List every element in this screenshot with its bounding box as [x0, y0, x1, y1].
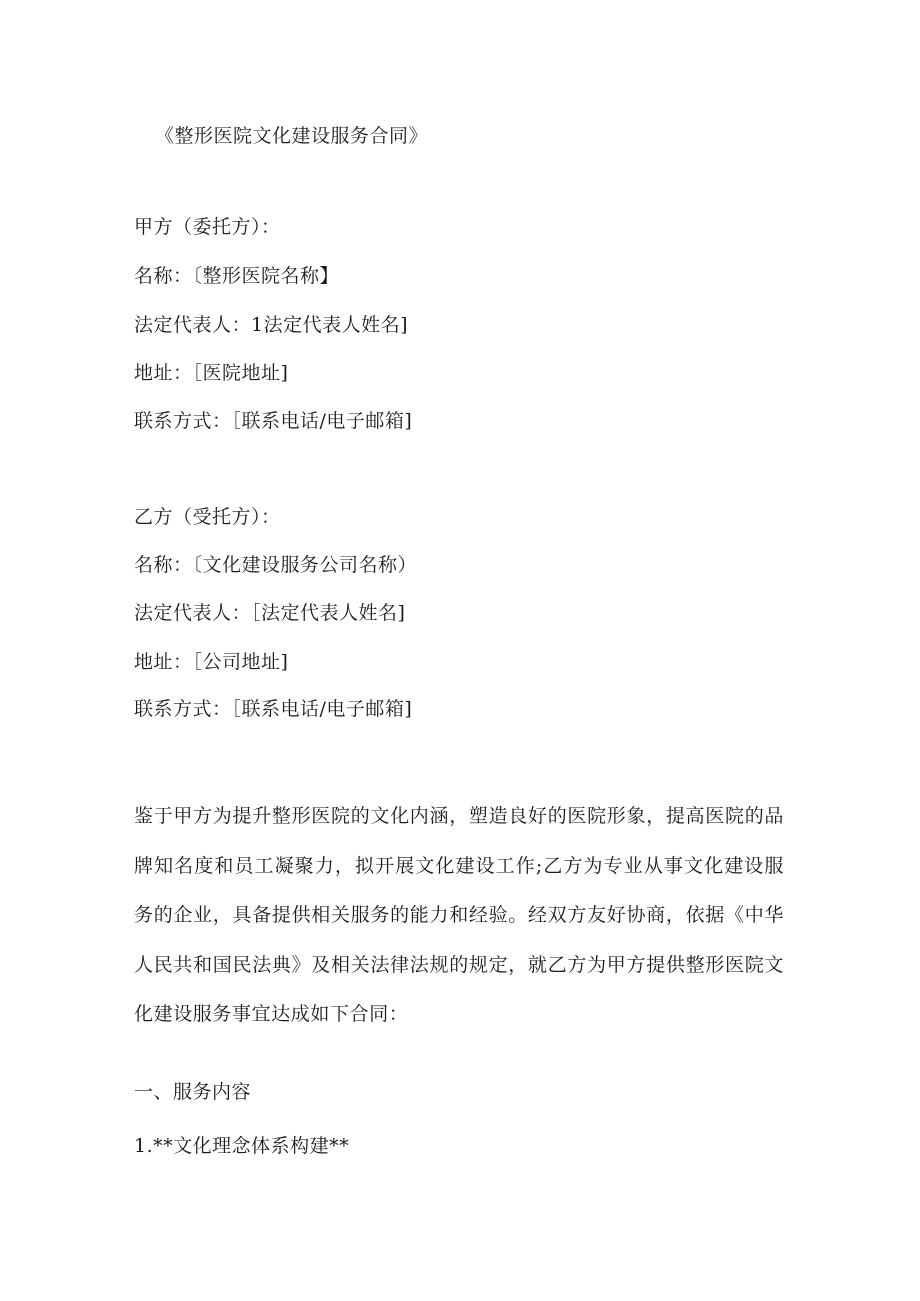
party-b-address: 地址：［公司地址]: [134, 651, 289, 673]
preamble-paragraph: 鉴于甲方为提升整形医院的文化内涵，塑造良好的医院形象，提高医院的品牌知名度和员工凝聚力，拟开展文化建设工作;乙方为专业从事文化建设服务的企业，具备提供相关服务的能力和经验。经双方友好协商，依据《中华人民共和国民法典》及相关法律法规的规定，就乙方为甲方提供整形医院文化建设服务事宜达成如下合同：: [134, 805, 784, 1025]
party-b-heading: 乙方（受托方）：: [134, 506, 281, 528]
party-b-name: 名称：〔文化建设服务公司名称）: [134, 554, 418, 576]
party-b-legal-rep: 法定代表人：［法定代表人姓名]: [134, 602, 406, 624]
party-b-contact: 联系方式：［联系电话/电子邮箱]: [134, 698, 413, 720]
party-a-contact: 联系方式：［联系电话/电子邮箱]: [134, 410, 413, 432]
document-title: 《整形医院文化建设服务合同》: [155, 125, 429, 147]
party-a-heading: 甲方（委托方）：: [134, 216, 281, 238]
party-a-legal-rep: 法定代表人：1法定代表人姓名]: [134, 314, 409, 336]
party-a-address: 地址：［医院地址]: [134, 362, 289, 384]
section-1-item-1: 1.**文化理念体系构建**: [134, 1135, 350, 1157]
party-a-name: 名称：〔整形医院名称】: [134, 265, 340, 287]
section-1-heading: 一、服务内容: [134, 1081, 252, 1103]
